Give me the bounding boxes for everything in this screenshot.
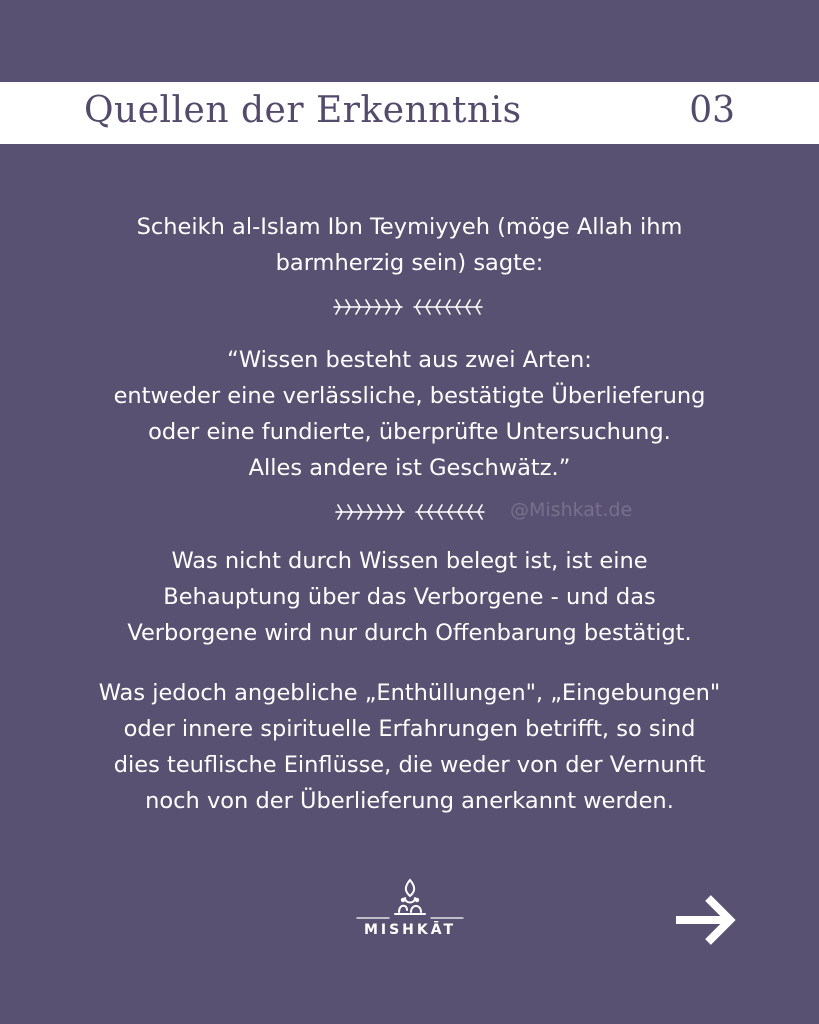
paragraph-line: Was jedoch angebliche „Enthüllungen", „Eingebungen" [98,680,721,706]
lamp-calligraphy-logo-icon [355,878,465,922]
paragraph-line: Behauptung über das Verborgene - und das [163,584,656,610]
quote-line: oder eine fundierte, überprüfte Untersuchung. [148,419,671,445]
next-button[interactable] [672,892,738,948]
paragraph-2 [40,675,779,819]
laurel-divider-icon [330,296,486,318]
quote-line: Alles andere ist Geschwätz.” [248,455,571,481]
intro-line: Scheikh al-Islam Ibn Teymiyyeh (möge Allah ihm [136,214,683,240]
logo-text: MISHKĀT [363,922,457,938]
paragraph-line: dies teuflische Einflüsse, die weder von der Vernunft [113,752,706,778]
quote-text [40,342,779,486]
ornament-divider [332,501,488,523]
watermark: @Mishkat.de [510,499,633,521]
intro-line: barmherzig sein) sagte: [275,250,544,276]
quote-line: “Wissen besteht aus zwei Arten: [227,347,592,373]
paragraph-line: Was nicht durch Wissen belegt ist, ist eine [171,548,648,574]
paragraph-line: oder innere spirituelle Erfahrungen betrifft, so sind [123,716,696,742]
page-number: 03 [689,90,735,131]
intro-text [40,209,779,281]
paragraph-line: Verborgene wird nur durch Offenbarung bestätigt. [127,620,692,646]
arrow-right-icon [672,892,738,948]
paragraph-line: noch von der Überlieferung anerkannt werden. [145,788,674,814]
ornament-divider [330,296,486,318]
mishkat-logo [355,878,465,942]
laurel-divider-icon [332,501,488,523]
quote-line: entweder eine verlässliche, bestätigte Überlieferung [113,383,706,409]
page-title: Quellen der Erkenntnis [84,90,522,131]
paragraph-1 [40,543,779,651]
